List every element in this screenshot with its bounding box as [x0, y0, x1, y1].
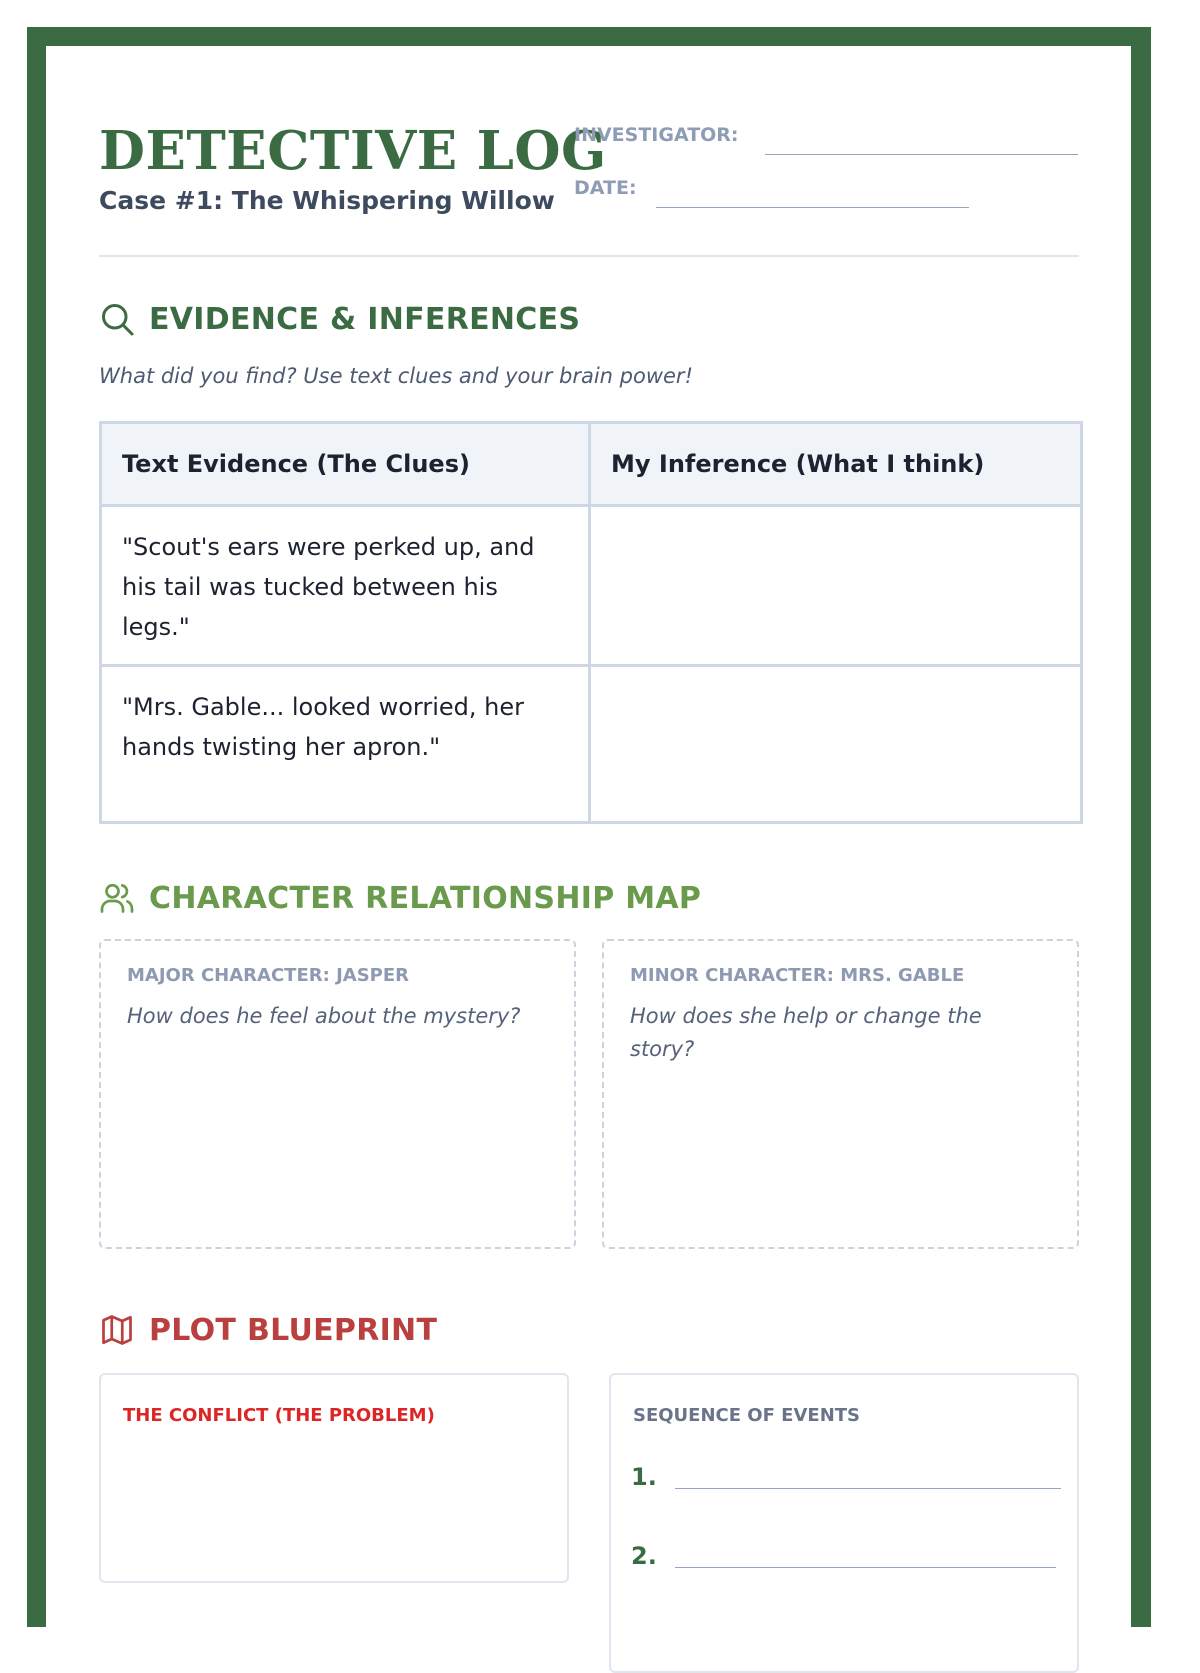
- character-section-heading: [99, 878, 701, 918]
- table-row: [101, 666, 1082, 823]
- major-character-prompt: How does he feel about the mystery?: [127, 1004, 521, 1028]
- sequence-line-field[interactable]: [675, 1488, 1061, 1489]
- plot-heading: PLOT BLUEPRINT: [149, 1312, 438, 1348]
- inference-cell[interactable]: [590, 506, 1082, 666]
- major-character-label: MAJOR CHARACTER: JASPER: [127, 965, 410, 986]
- character-heading: CHARACTER RELATIONSHIP MAP: [149, 880, 702, 916]
- table-row: [101, 506, 1082, 666]
- users-icon: [99, 880, 135, 916]
- minor-character-box[interactable]: [602, 939, 1079, 1249]
- date-label: DATE:: [574, 177, 637, 199]
- investigator-label: INVESTIGATOR:: [574, 124, 739, 146]
- table-header-row: [101, 423, 1082, 506]
- worksheet-title: DETECTIVE LOG: [99, 120, 607, 182]
- evidence-instructions: What did you find? Use text clues and your brain power!: [99, 364, 693, 388]
- conflict-label: THE CONFLICT (THE PROBLEM): [123, 1405, 435, 1426]
- minor-character-prompt: How does she help or change the story?: [630, 1004, 982, 1061]
- minor-character-label: MINOR CHARACTER: MRS. GABLE: [630, 965, 965, 986]
- map-icon: [99, 1312, 135, 1348]
- major-character-box[interactable]: [99, 939, 576, 1249]
- sequence-item: [631, 1542, 1056, 1570]
- sequence-label: SEQUENCE OF EVENTS: [633, 1405, 861, 1426]
- inference-cell[interactable]: [590, 666, 1082, 823]
- sequence-line-field[interactable]: [675, 1567, 1056, 1568]
- column-header-evidence: Text Evidence (The Clues): [101, 423, 590, 506]
- sequence-item: [631, 1463, 1061, 1491]
- sequence-box: [609, 1373, 1079, 1673]
- sequence-number: 2.: [631, 1542, 657, 1570]
- conflict-box[interactable]: [99, 1373, 569, 1583]
- sequence-number: 1.: [631, 1463, 657, 1491]
- investigator-field[interactable]: [765, 154, 1078, 155]
- plot-section-heading: [99, 1310, 437, 1350]
- evidence-cell: "Scout's ears were perked up, and his tail was tucked between his legs.": [101, 506, 590, 666]
- evidence-cell: "Mrs. Gable... looked worried, her hands twisting her apron.": [101, 666, 590, 823]
- date-field[interactable]: [656, 207, 969, 208]
- search-icon: [99, 301, 135, 337]
- evidence-table: [99, 421, 1083, 824]
- column-header-inference: My Inference (What I think): [590, 423, 1082, 506]
- evidence-section-heading: [99, 299, 580, 339]
- case-subtitle: Case #1: The Whispering Willow: [99, 186, 555, 215]
- page-border: [27, 27, 1151, 1627]
- evidence-heading: EVIDENCE & INFERENCES: [149, 301, 581, 337]
- header-divider: [99, 255, 1079, 257]
- worksheet-page: [46, 46, 1131, 1646]
